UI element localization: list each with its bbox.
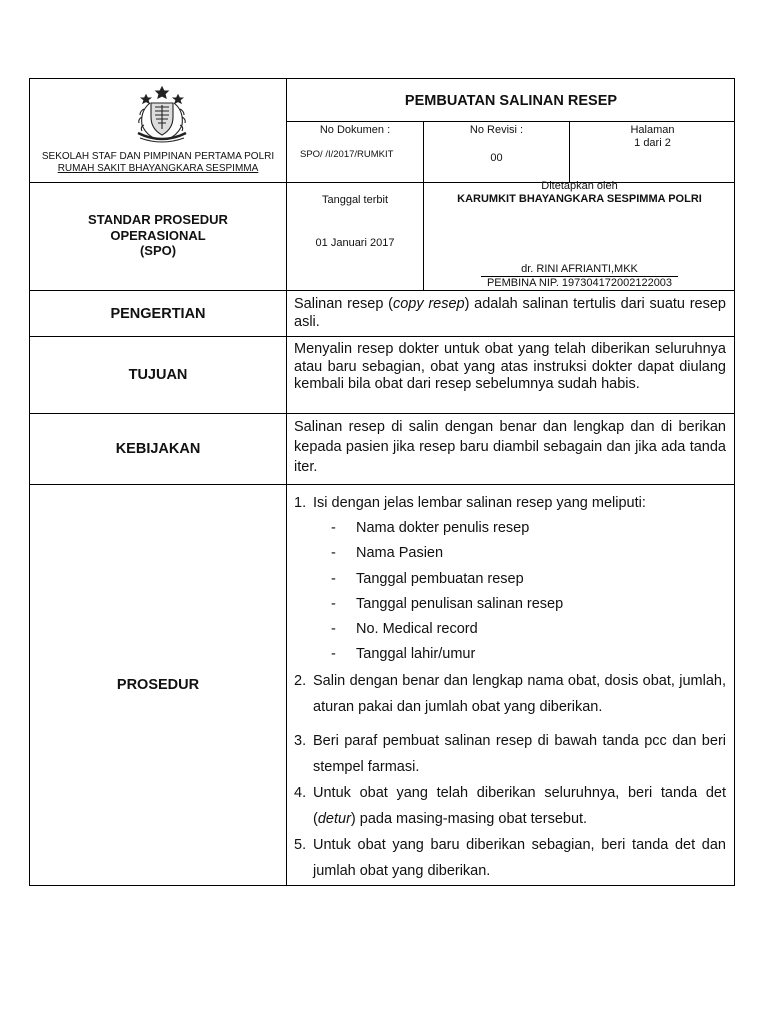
halaman-value: 1 dari 2 xyxy=(634,137,671,149)
signature-block xyxy=(424,263,735,289)
no-revisi-value: 00 xyxy=(490,152,503,164)
prosedur-item-2: 2. Salin dengan benar dan lengkap nama obat, dosis obat, jumlah, aturan pakai dan jumlah obat yang diberikan. xyxy=(294,672,726,715)
prosedur-subitem: - No. Medical record xyxy=(331,621,478,638)
tanggal-terbit-value: 01 Januari 2017 xyxy=(315,237,395,249)
prosedur-item-1: 1. Isi dengan jelas lembar salinan resep yang meliputi: xyxy=(294,495,646,511)
prosedur-item-5: 5. Untuk obat yang baru diberikan sebagian, beri tanda det dan jumlah obat yang diberikan. xyxy=(294,836,726,879)
no-dokumen-label: No Dokumen : xyxy=(319,124,391,136)
prosedur-item-4: 4. Untuk obat yang telah diberikan seluruhnya, beri tanda det (detur) pada masing-masing obat tersebut. xyxy=(294,784,726,827)
polri-emblem-logo xyxy=(122,83,202,145)
prosedur-subitem: - Nama Pasien xyxy=(331,545,444,562)
institution-line-1: SEKOLAH STAF DAN PIMPINAN PERTAMA POLRI xyxy=(41,151,275,162)
ditetapkan-by: KARUMKIT BHAYANGKARA SESPIMMA POLRI xyxy=(457,193,702,205)
kebijakan-label: KEBIJAKAN xyxy=(30,414,287,484)
prosedur-item-3: 3. Beri paraf pembuat salinan resep di bawah tanda pcc dan beri stempel farmasi. xyxy=(294,732,726,775)
signer-nip: PEMBINA NIP. 197304172002122003 xyxy=(486,276,673,289)
prosedur-subitem: - Tanggal pembuatan resep xyxy=(331,570,524,587)
doc-title: PEMBUATAN SALINAN RESEP xyxy=(404,93,618,109)
no-dokumen-value: SPO/ /I/2017/RUMKIT xyxy=(300,149,394,160)
tujuan-label: TUJUAN xyxy=(30,337,287,413)
section-pengertian xyxy=(29,291,735,337)
section-kebijakan xyxy=(29,414,735,485)
spo-line-2: OPERASIONAL xyxy=(110,227,206,243)
signer-name: dr. RINI AFRIANTI,MKK xyxy=(481,263,678,277)
tujuan-text: Menyalin resep dokter untuk obat yang telah diberikan seluruhnya atau baru sebagian, obat yang atas instruksi dokter dapat diulang kembali bila obat dari resep sebelumnya sudah habis. xyxy=(294,341,726,392)
prosedur-list xyxy=(294,490,726,884)
section-tujuan xyxy=(29,337,735,414)
header-table xyxy=(29,78,735,291)
no-revisi-label: No Revisi : xyxy=(469,124,524,136)
pengertian-label: PENGERTIAN xyxy=(30,291,287,336)
institution-line-2: RUMAH SAKIT BHAYANGKARA SESPIMMA xyxy=(57,163,259,174)
spo-title xyxy=(30,212,286,259)
prosedur-subitem: - Tanggal lahir/umur xyxy=(331,646,476,663)
spo-line-1: STANDAR PROSEDUR xyxy=(88,212,228,227)
prosedur-label: PROSEDUR xyxy=(30,485,287,885)
institution-name xyxy=(30,151,286,175)
halaman-label: Halaman xyxy=(630,124,675,136)
prosedur-subitem: - Nama dokter penulis resep xyxy=(331,520,530,536)
ditetapkan-label: Ditetapkan oleh xyxy=(541,180,618,192)
spo-line-3: (SPO) xyxy=(139,243,177,258)
section-prosedur xyxy=(29,485,735,886)
prosedur-subitem: - Tanggal penulisan salinan resep xyxy=(331,595,564,612)
tanggal-terbit-label: Tanggal terbit xyxy=(321,194,389,206)
pengertian-text: Salinan resep (copy resep) adalah salinan tertulis dari suatu resep asli. xyxy=(294,296,726,330)
kebijakan-text: Salinan resep di salin dengan benar dan lengkap dan di berikan kepada pasien jika resep baru diambil sebagain dan jika ada tanda iter. xyxy=(294,419,726,475)
